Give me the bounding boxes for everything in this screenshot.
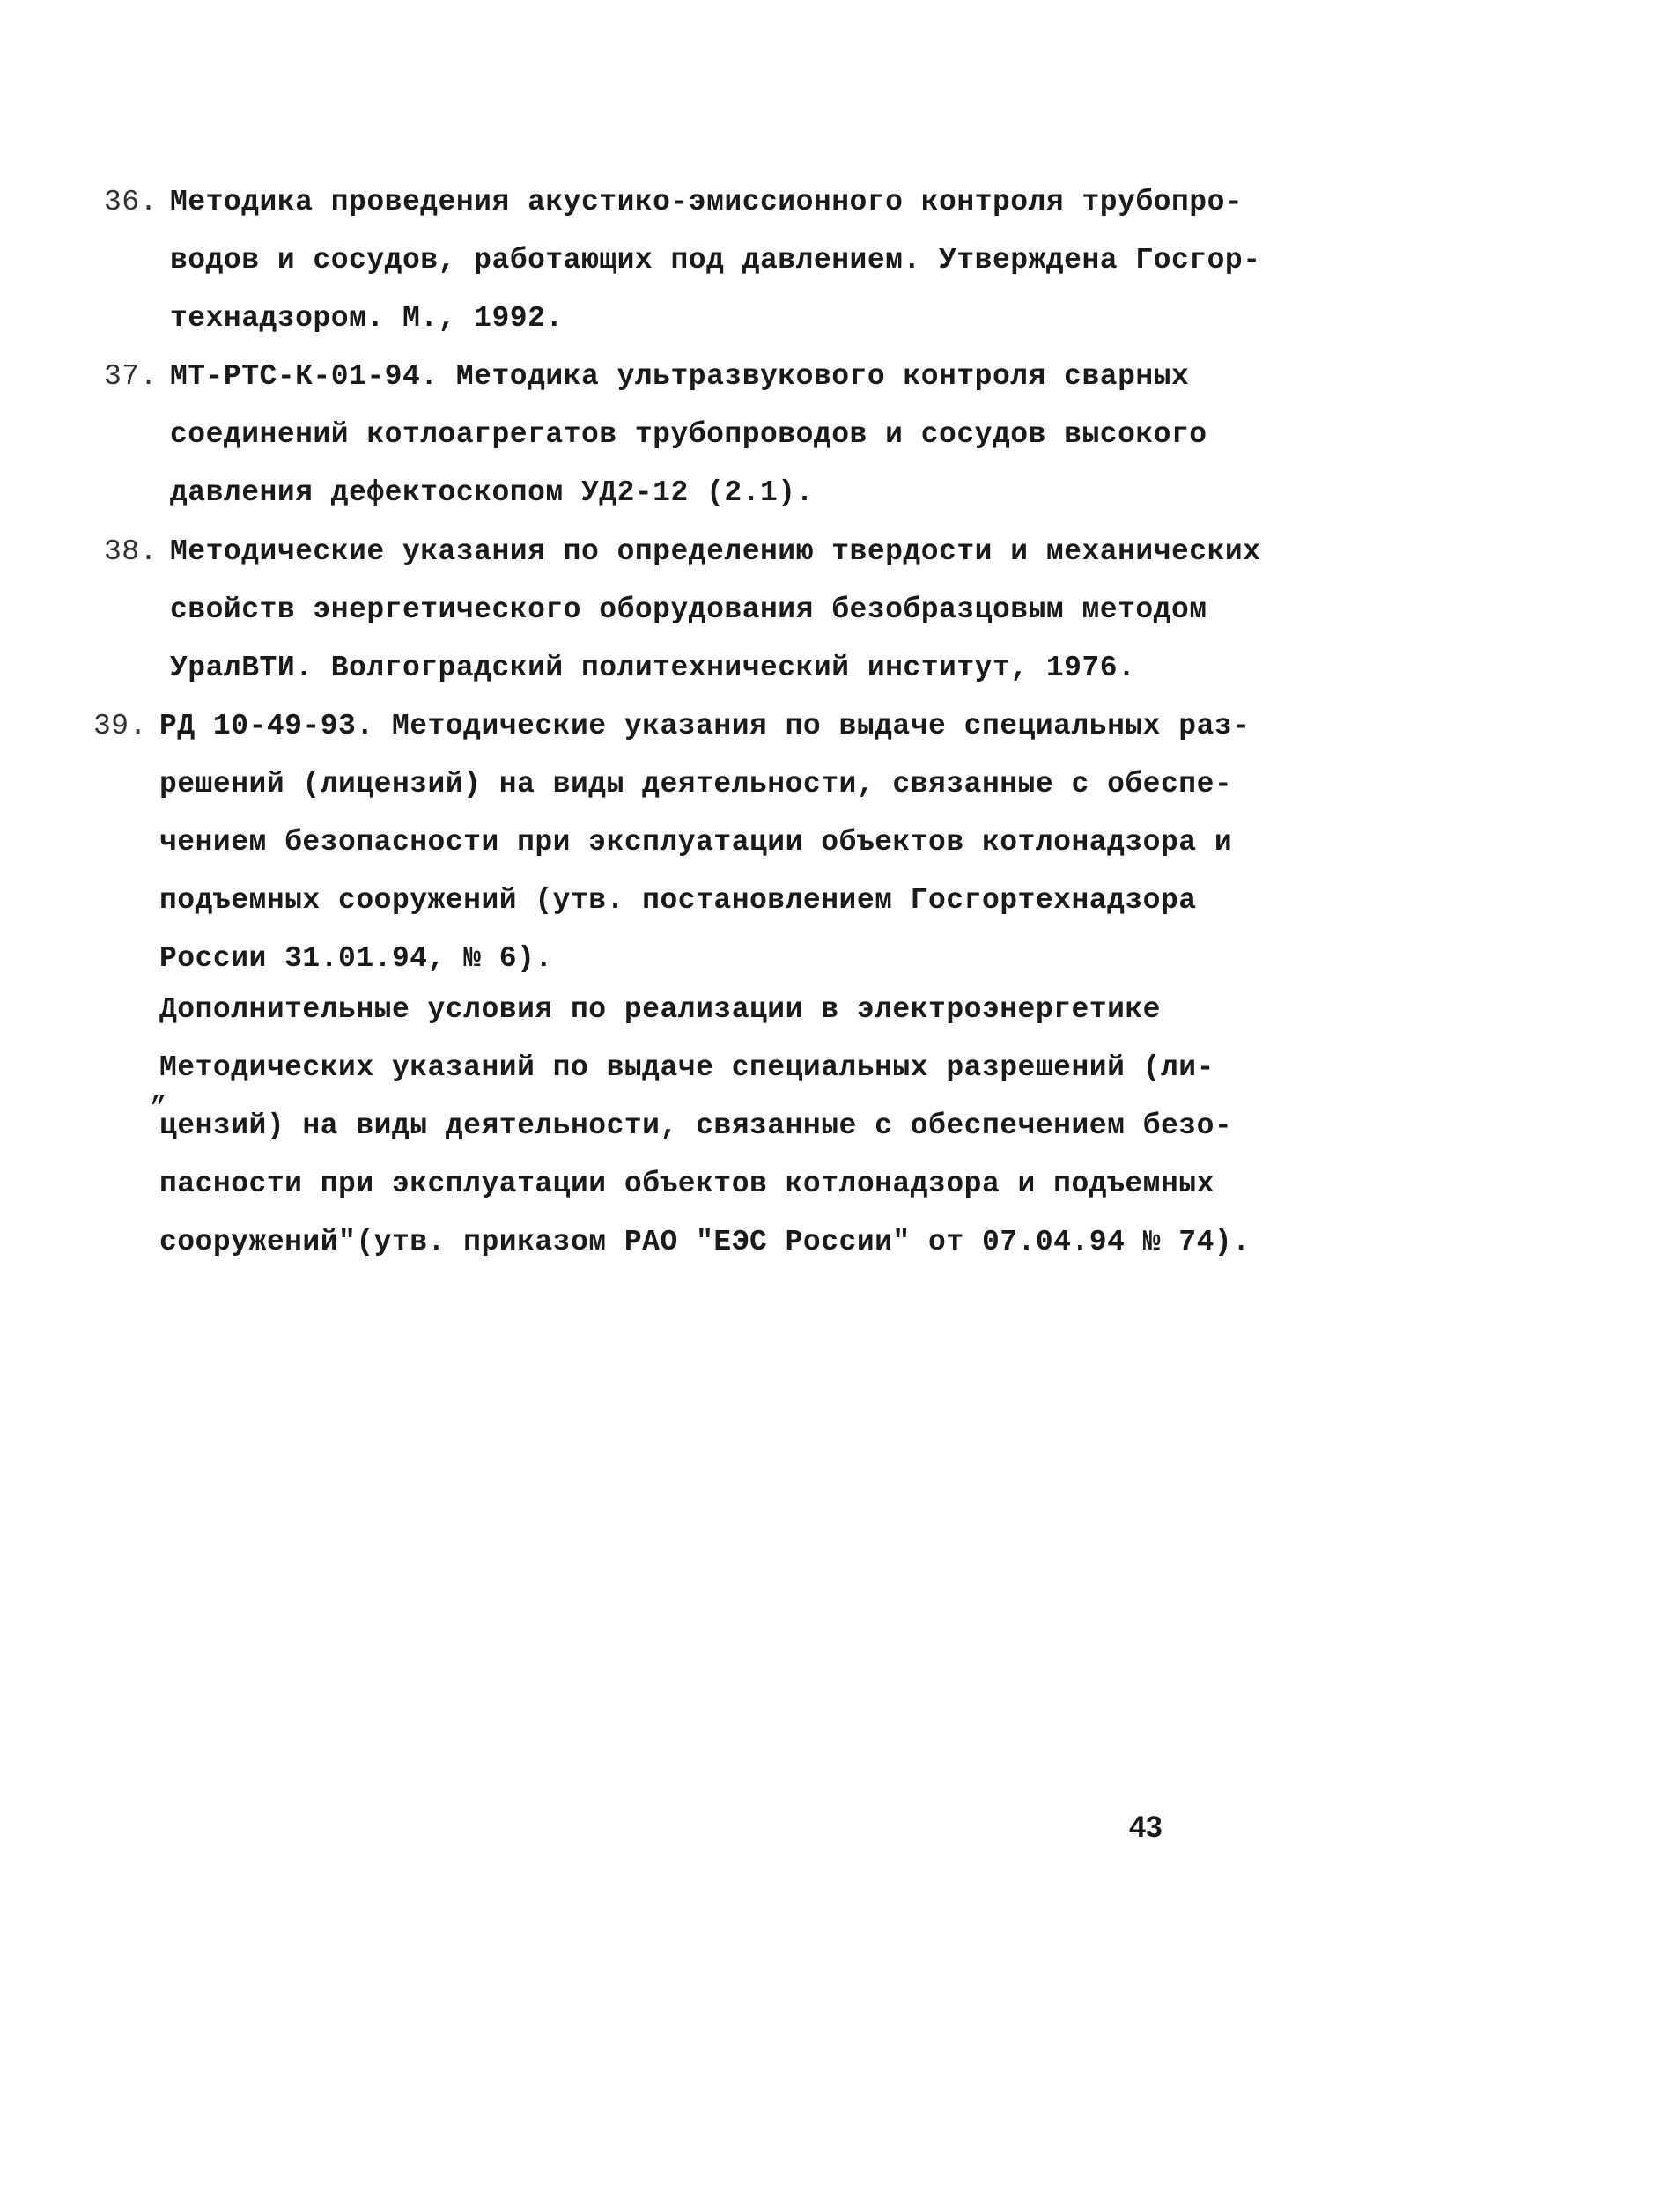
reference-37-text-2: соединений котлоагрегатов трубопроводов и сосудов высокого xyxy=(170,418,1207,451)
reference-38-line-3 xyxy=(170,651,1135,686)
reference-38-line-2 xyxy=(170,593,1207,628)
addendum-text-4: пасности при эксплуатации объектов котлонадзора и подъемных xyxy=(159,1168,1214,1200)
reference-38-text-1: Методические указания по определению твердости и механических xyxy=(170,535,1261,568)
reference-36-text-3: технадзором. М., 1992. xyxy=(170,302,564,335)
reference-37-text-3: давления дефектоскопом УД2-12 (2.1). xyxy=(170,476,814,509)
addendum-text-1: Дополнительные условия по реализации в электроэнергетике xyxy=(159,993,1161,1026)
reference-39-line-1 xyxy=(93,709,1251,744)
reference-39-line-4 xyxy=(159,883,1197,918)
addendum-opening-quote: „ xyxy=(150,1075,167,1108)
page-number: 43 xyxy=(1129,1810,1163,1844)
reference-38-line-1 xyxy=(104,535,1261,570)
reference-39-text-4: подъемных сооружений (утв. постановлением Госгортехнадзора xyxy=(159,884,1197,917)
reference-39-line-3 xyxy=(159,825,1232,860)
reference-37-line-2 xyxy=(170,417,1207,453)
reference-36-line-2 xyxy=(170,243,1261,278)
addendum-line-3 xyxy=(159,1109,1232,1144)
reference-37-line-1 xyxy=(104,359,1189,394)
reference-39-line-2 xyxy=(159,767,1232,802)
reference-39-text-1: РД 10-49-93. Методические указания по выдаче специальных раз- xyxy=(159,710,1251,742)
addendum-text-2: Методических указаний по выдаче специальных разрешений (ли- xyxy=(159,1051,1214,1084)
reference-39-text-5: России 31.01.94, № 6). xyxy=(159,942,553,975)
reference-36-line-3 xyxy=(170,301,564,336)
addendum-line-1 xyxy=(159,992,1161,1028)
reference-38-text-2: свойств энергетического оборудования безобразцовым методом xyxy=(170,594,1207,626)
reference-37-number: 37. xyxy=(104,360,158,393)
reference-36-text-2: водов и сосудов, работающих под давлением. Утверждена Госгор- xyxy=(170,244,1261,276)
addendum-text-5: сооружений"(утв. приказом РАО "ЕЭС России" от 07.04.94 № 74). xyxy=(159,1226,1251,1258)
addendum-line-5 xyxy=(159,1225,1251,1260)
reference-36-text-1: Методика проведения акустико-эмиссионного контроля трубопро- xyxy=(170,186,1244,218)
reference-36-line-1 xyxy=(104,185,1243,220)
reference-38-number: 38. xyxy=(104,535,158,568)
reference-39-line-5 xyxy=(159,941,553,977)
addendum-text-3: цензий) на виды деятельности, связанные с обеспечением безо- xyxy=(159,1110,1233,1142)
reference-37-text-1: МТ-РТС-К-01-94. Методика ультразвукового контроля сварных xyxy=(170,360,1190,393)
reference-39-number: 39. xyxy=(93,710,147,742)
reference-36-number: 36. xyxy=(104,186,158,218)
reference-39-text-3: чением безопасности при эксплуатации объектов котлонадзора и xyxy=(159,826,1233,859)
reference-39-text-2: решений (лицензий) на виды деятельности, связанные с обеспе- xyxy=(159,768,1233,800)
reference-37-line-3 xyxy=(170,476,814,511)
reference-38-text-3: УралВТИ. Волгоградский политехнический институт, 1976. xyxy=(170,652,1136,684)
addendum-line-2 xyxy=(159,1051,1214,1086)
addendum-line-4 xyxy=(159,1167,1214,1202)
